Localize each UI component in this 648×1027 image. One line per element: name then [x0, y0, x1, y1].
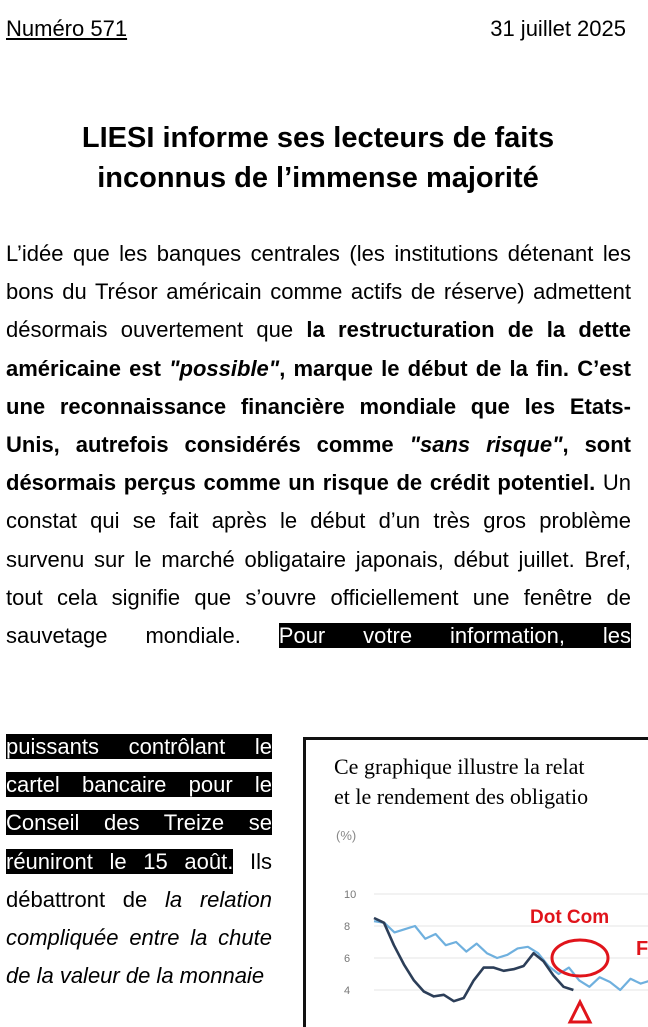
chart-figure	[303, 737, 648, 1027]
y-tick-label: 4	[344, 985, 351, 997]
bold-italic-possible: "possible"	[169, 355, 280, 381]
chart-plot	[306, 740, 648, 1027]
bold-end-of-end: , marque le début de la fin. C’est une reconnaissance financière mondiale que les Etats-Unis, autrefois considérés comme	[6, 355, 632, 458]
y-tick-label: 10	[344, 889, 357, 901]
issue-number: Numéro 571	[6, 16, 128, 41]
title-line-2: inconnus de l’immense majorité	[97, 162, 539, 194]
y-unit-label: (%)	[336, 828, 357, 843]
annotation-dot-com: Dot Com	[530, 907, 610, 928]
highlight-info: Pour votre information, les	[278, 623, 632, 649]
page-title	[0, 118, 636, 198]
bold-credit-risk: , sont désormais perçus comme un risque de crédit potentiel.	[6, 432, 632, 496]
highlight-council: puissants contrôlant le cartel bancaire pour le Conseil des Treize se réuniront le 15 août.	[6, 734, 272, 874]
chart-title-line-1: Ce graphique illustre la relat	[334, 754, 585, 779]
paragraph-body	[6, 235, 631, 655]
chart-title-line-2: et le rendement des obligatio	[334, 784, 589, 809]
text-debate: Ils débattront de	[6, 848, 272, 912]
title-line-1: LIESI informe ses lecteurs de faits	[81, 122, 555, 154]
text-intro: L’idée que les banques centrales (les institutions détenant les bons du Trésor américain comme actifs de réserve) admettent désormais ouvertement que	[6, 241, 631, 343]
y-tick-label: 8	[344, 921, 351, 933]
left-column-text	[6, 728, 272, 995]
y-tick-label: 6	[344, 953, 351, 965]
bold-restructuring: la restructuration de la dette américaine est	[6, 317, 631, 381]
text-japan: Un constat qui se fait après le début d’un très gros problème survenu sur le marché obligataire japonais, début juillet. Bref, tout cela signifie que s’ouvre officiellement une fenêtre de sauvetage mondiale.	[6, 470, 631, 649]
bold-italic-sans-risque: "sans risque"	[409, 432, 563, 458]
annotation-arrow	[570, 1002, 590, 1022]
main-paragraph	[6, 235, 631, 655]
italic-relation: la relation compliquée entre la chute de la valeur de la monnaie	[6, 886, 272, 989]
annotation-f: F	[636, 938, 648, 960]
issue-date: 31 juillet 2025	[490, 16, 626, 41]
